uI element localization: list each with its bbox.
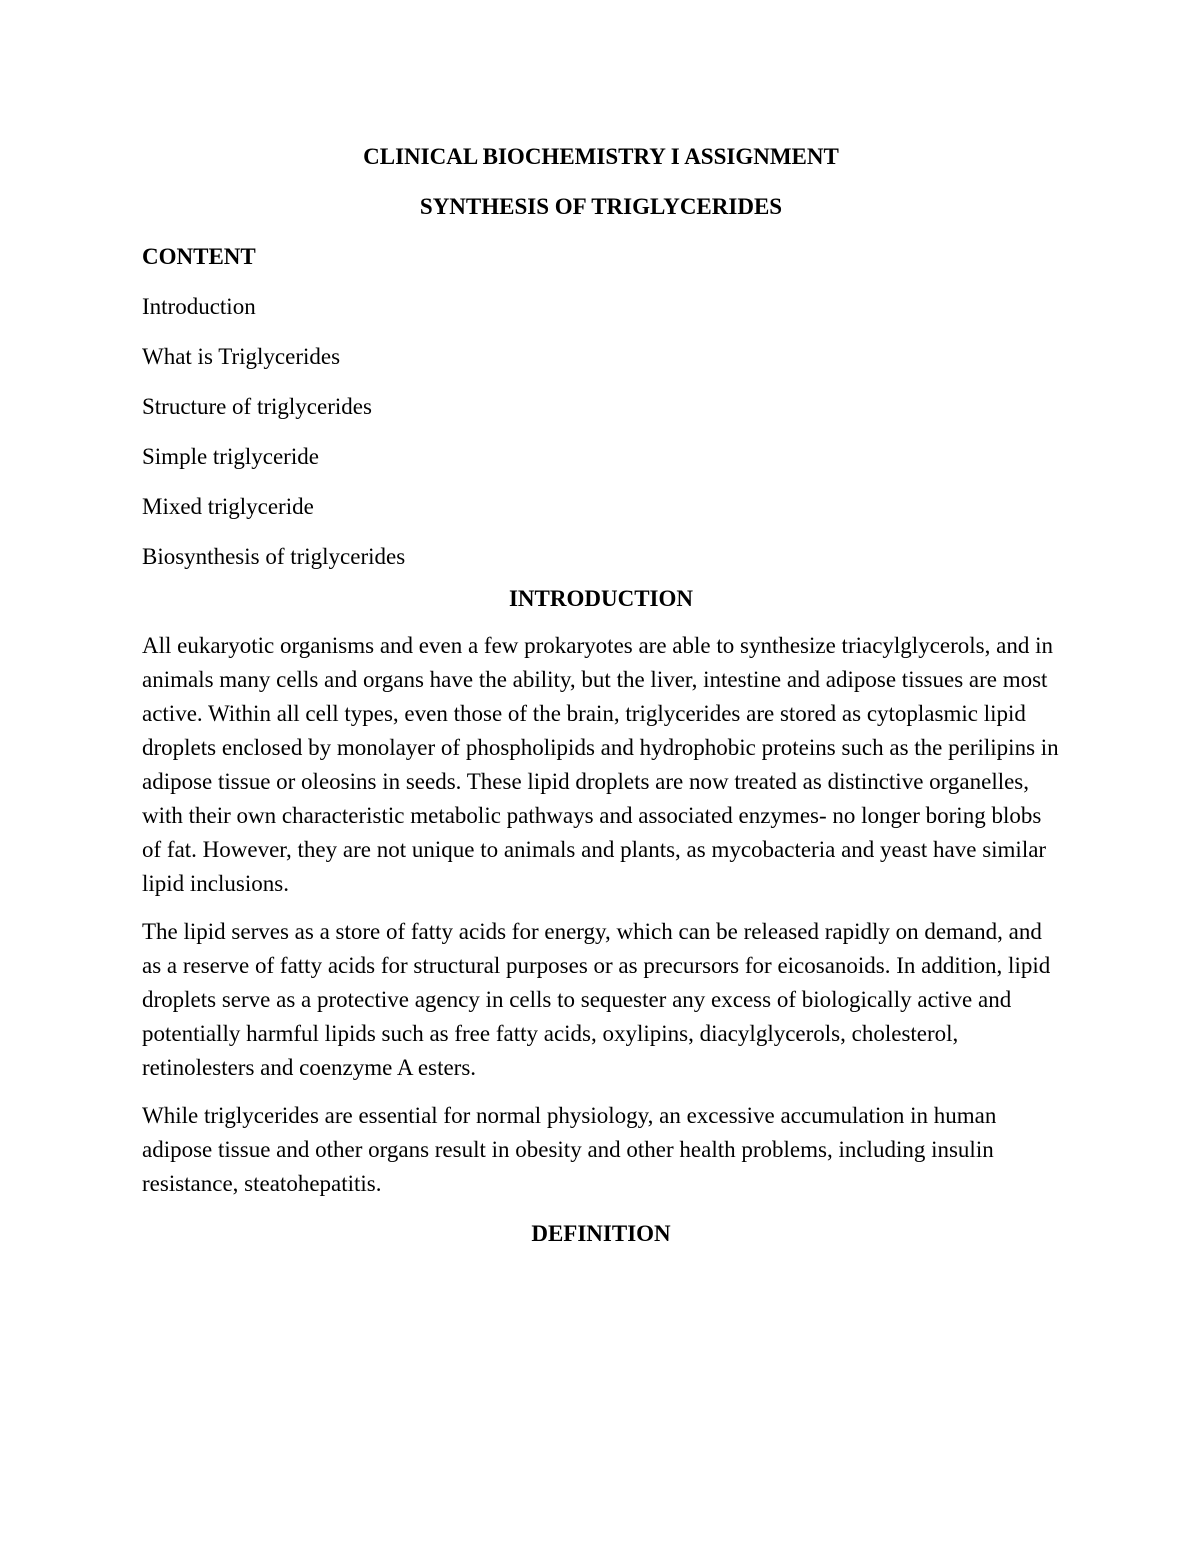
introduction-paragraph: All eukaryotic organisms and even a few prokaryotes are able to synthesize triacylglycerols, and in animals many cells and organs have the ability, but the liver, intestine and adipose tissues are most active. Within all cell types, even those of the brain, triglycerides are stored as cytoplasmic lipid droplets enclosed by monolayer of phospholipids and hydrophobic proteins such as the perilipins in adipose tissue or oleosins in seeds. These lipid droplets are now treated as distinctive organelles, with their own characteristic metabolic pathways and associated enzymes- no longer boring blobs of fat. However, they are not unique to animals and plants, as mycobacteria and yeast have similar lipid inclusions.: [142, 633, 1059, 896]
contents-heading: CONTENT: [142, 244, 256, 269]
contents-item: Biosynthesis of triglycerides: [142, 544, 406, 569]
introduction-paragraph: The lipid serves as a store of fatty acids for energy, which can be released rapidly on demand, and as a reserve of fatty acids for structural purposes or as precursors for eicosanoids. In addition, lipid droplets serve as a protective agency in cells to sequester any excess of biologically active and potentially harmful lipids such as free fatty acids, oxylipins, diacylglycerols, cholesterol, retinolesters and coenzyme A esters.: [142, 919, 1051, 1080]
contents-list: [142, 292, 1060, 572]
document-subtitle: SYNTHESIS OF TRIGLYCERIDES: [419, 194, 783, 219]
introduction-paragraph: While triglycerides are essential for normal physiology, an excessive accumulation in human adipose tissue and other organs result in obesity and other health problems, including insulin resistance, steatohepatitis.: [142, 1103, 997, 1196]
contents-item: Structure of triglycerides: [142, 394, 372, 419]
contents-item: Mixed triglyceride: [142, 494, 314, 519]
document-body: [142, 142, 1060, 1264]
contents-item: What is Triglycerides: [142, 344, 341, 369]
document-title: CLINICAL BIOCHEMISTRY I ASSIGNMENT: [363, 144, 839, 169]
contents-item: Introduction: [142, 294, 256, 319]
definition-heading: DEFINITION: [531, 1221, 671, 1246]
contents-item: Simple triglyceride: [142, 444, 319, 469]
introduction-heading: INTRODUCTION: [508, 586, 694, 611]
